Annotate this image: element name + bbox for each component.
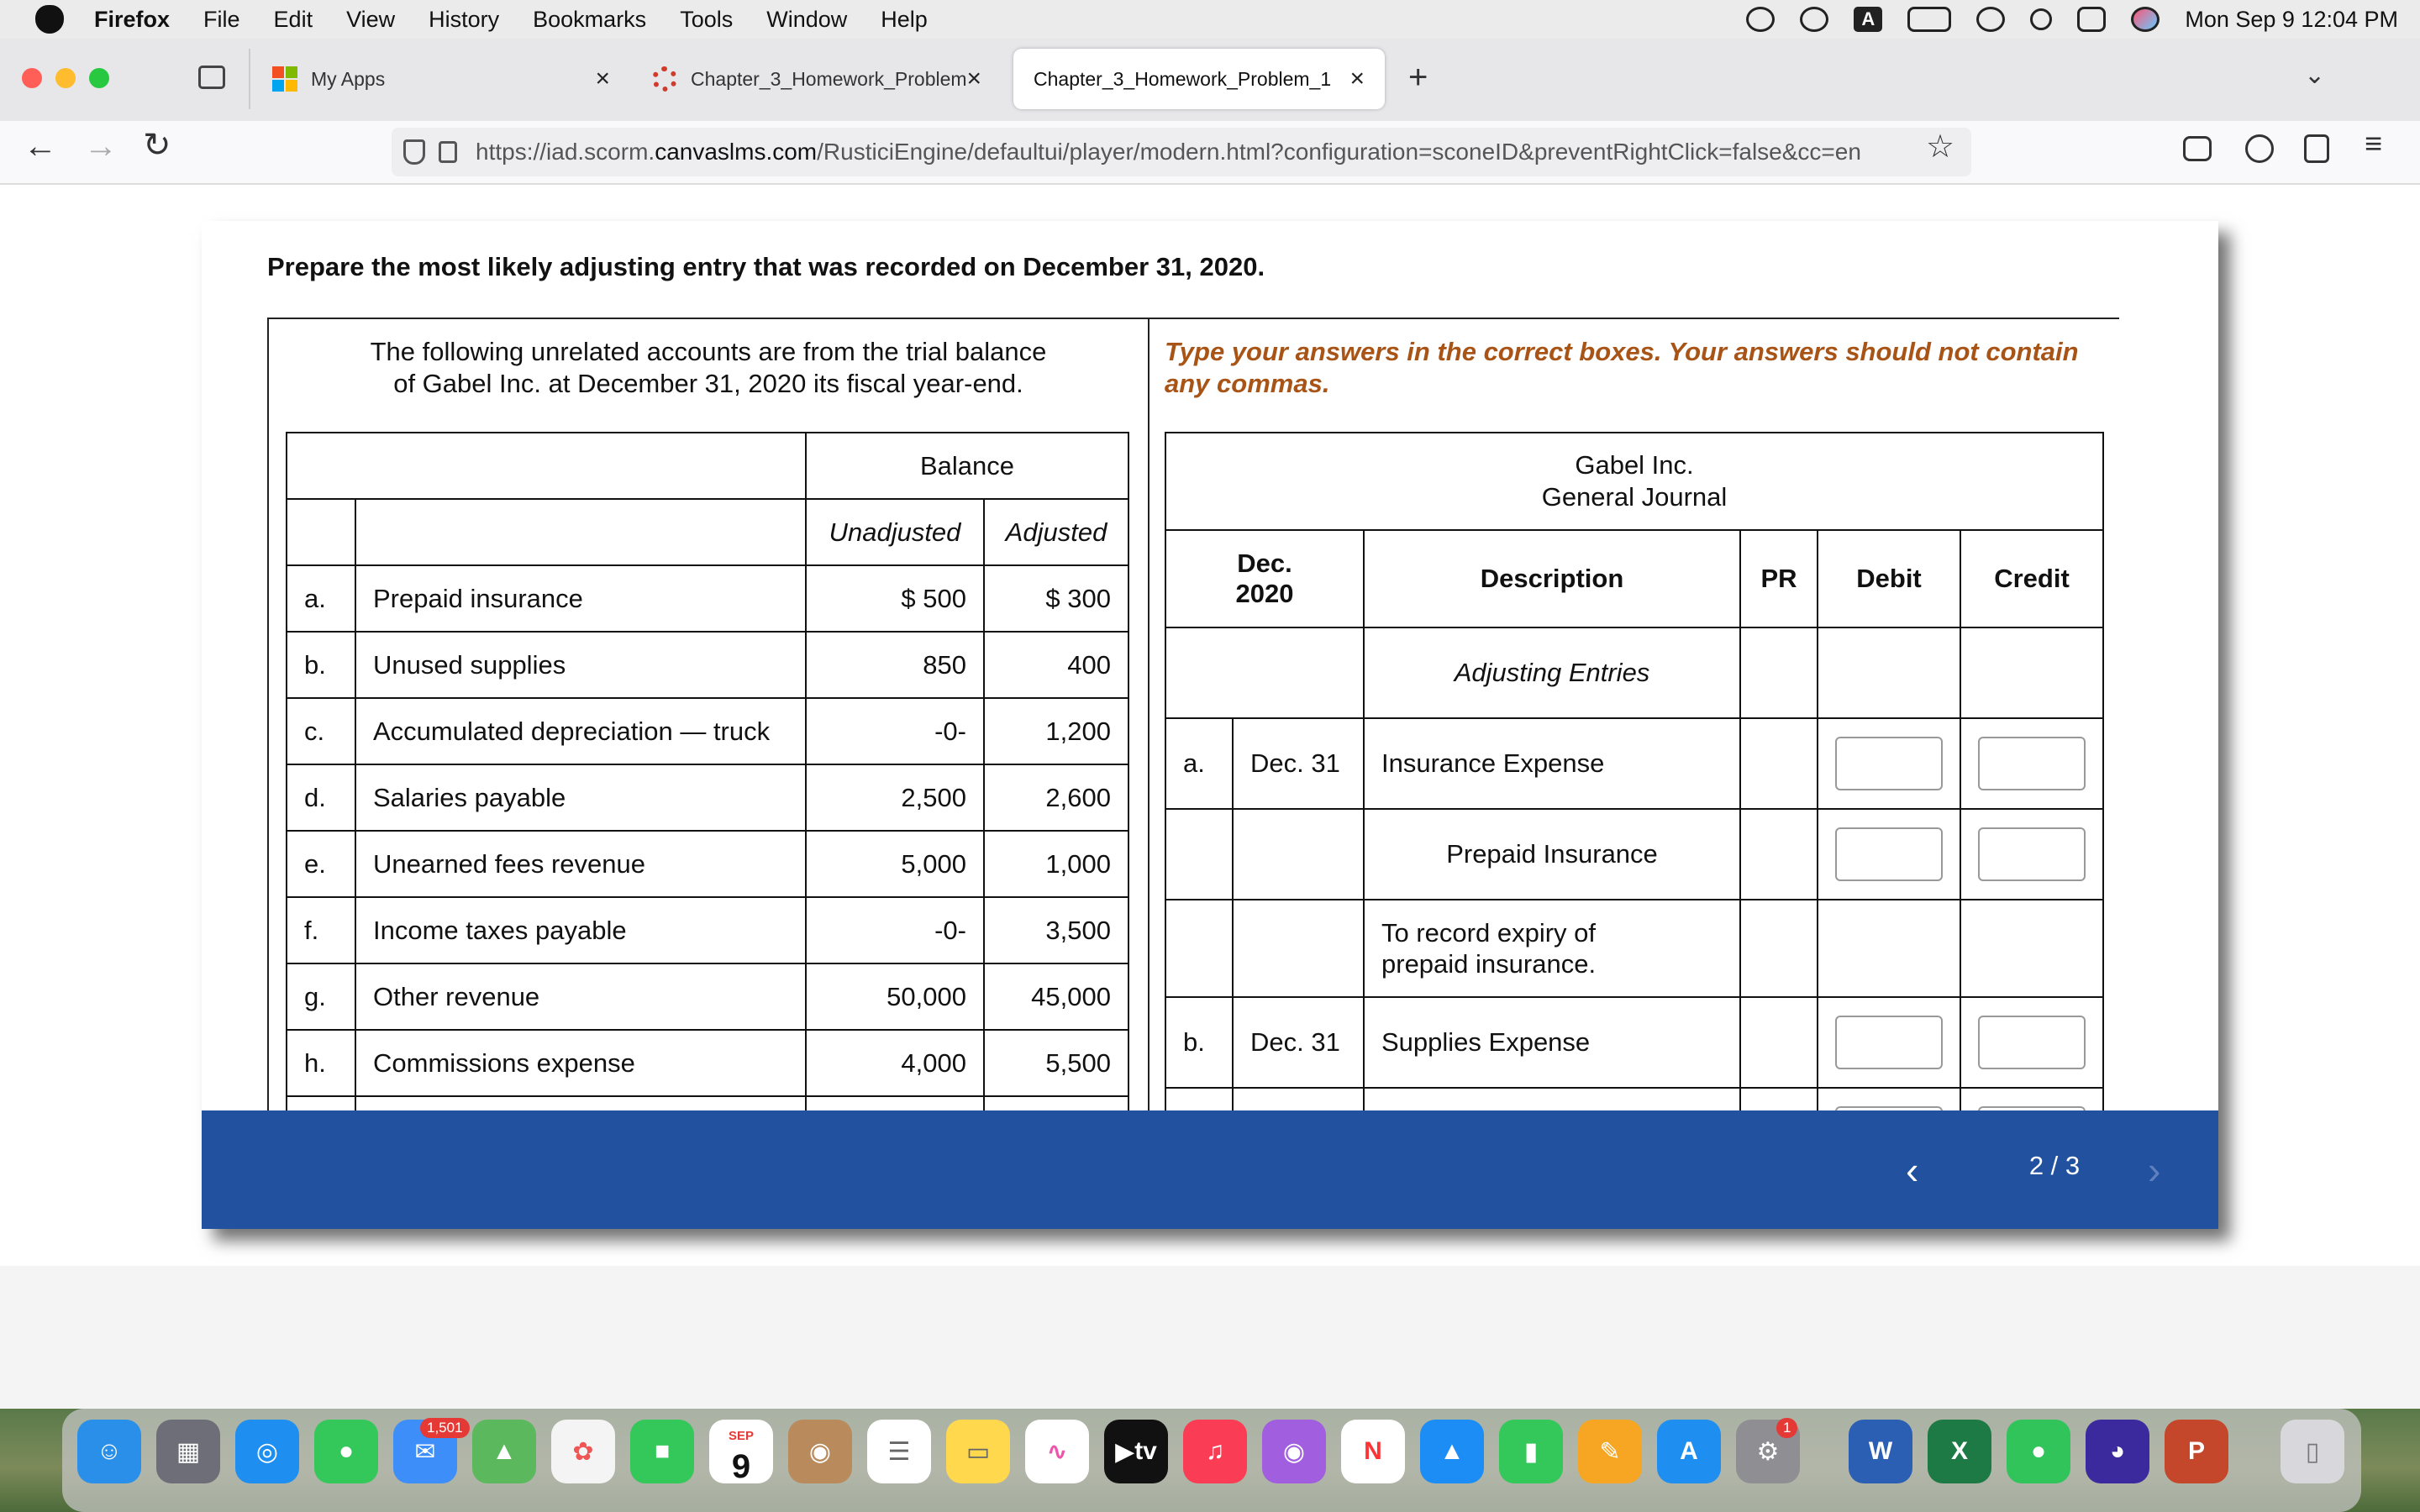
question-heading: Prepare the most likely adjusting entry that was recorded on December 31, 2020. <box>267 252 1265 281</box>
tab-overview-icon[interactable] <box>198 66 225 89</box>
intro-text: The following unrelated accounts are from the trial balance of Gabel Inc. at December 31, 2020 its fiscal year-end. <box>370 337 1047 398</box>
account-name: Other revenue <box>355 963 806 1030</box>
answer-instruction: Type your answers in the correct boxes. Your answers should not contain any commas. <box>1165 337 2079 398</box>
music-icon[interactable]: ♫ <box>1183 1420 1247 1483</box>
trash-icon[interactable]: ▯ <box>2281 1420 2344 1483</box>
table-row <box>287 1030 1128 1096</box>
table-row <box>287 499 1128 565</box>
entry-letter: a. <box>1165 718 1233 809</box>
general-journal-table <box>1165 432 2104 1179</box>
table-row <box>287 897 1128 963</box>
excel-icon[interactable]: X <box>1928 1420 1991 1483</box>
tab-label: Chapter_3_Homework_Problem <box>691 67 967 90</box>
unadjusted-value: 5,000 <box>806 831 984 897</box>
tab-divider <box>249 49 250 109</box>
canvas-icon <box>652 66 677 92</box>
wifi-icon[interactable] <box>1976 7 2005 32</box>
menu-file[interactable]: File <box>203 6 240 32</box>
table-row <box>1165 809 2103 900</box>
unadjusted-value: -0- <box>806 698 984 764</box>
table-row <box>287 831 1128 897</box>
row-letter: b. <box>287 632 355 698</box>
maps-icon[interactable]: ▲ <box>472 1420 536 1483</box>
menubar-clock[interactable]: Mon Sep 9 12:04 PM <box>2185 6 2398 32</box>
wechat-status-icon[interactable] <box>1746 7 1775 32</box>
description-header: Description <box>1364 530 1740 627</box>
close-tab-icon[interactable]: × <box>595 65 610 92</box>
empty-header-cell <box>355 499 806 565</box>
table-row <box>1165 530 2103 627</box>
credit-input[interactable] <box>1978 827 2086 881</box>
unadjusted-value: 850 <box>806 632 984 698</box>
debit-account: Supplies Expense <box>1364 997 1740 1088</box>
pocket-icon[interactable] <box>2183 136 2212 161</box>
reminders-icon[interactable]: ☰ <box>867 1420 931 1483</box>
pr-header: PR <box>1740 530 1818 627</box>
calendar-day: 9 <box>731 1448 751 1485</box>
adjusted-value: 3,500 <box>984 897 1128 963</box>
account-name: Accumulated depreciation — truck <box>355 698 806 764</box>
calendar-icon[interactable] <box>709 1420 773 1483</box>
journal-company: Gabel Inc. <box>1575 450 1694 480</box>
messages-icon[interactable]: ● <box>314 1420 378 1483</box>
photos-icon[interactable]: ✿ <box>551 1420 615 1483</box>
unadjusted-value: $ 500 <box>806 565 984 632</box>
window-zoom-button[interactable] <box>89 68 109 88</box>
journal-title <box>1165 433 2103 530</box>
balance-header: Balance <box>806 433 1128 499</box>
entry-memo: To record expiry of prepaid insurance. <box>1364 900 1740 997</box>
debit-input[interactable] <box>1835 1016 1943 1069</box>
list-all-tabs-icon[interactable]: ⌄ <box>2304 61 2326 89</box>
menu-help[interactable]: Help <box>881 6 928 32</box>
window-minimize-button[interactable] <box>55 68 76 88</box>
finder-icon[interactable]: ☺ <box>77 1420 141 1483</box>
launchpad-icon[interactable]: ▦ <box>156 1420 220 1483</box>
journal-title-text: General Journal <box>1541 482 1728 512</box>
siri-icon[interactable] <box>2131 7 2160 32</box>
keynote-icon[interactable]: ▲ <box>1420 1420 1484 1483</box>
new-tab-icon[interactable]: + <box>1408 59 1428 96</box>
unadjusted-value: 2,500 <box>806 764 984 831</box>
url-path: /RusticiEngine/defaultui/player/modern.html?configuration=sconeID&preventRightClick=false&cc=en <box>817 139 1861 165</box>
menu-window[interactable]: Window <box>766 6 848 32</box>
url-domain: canvaslms.com <box>655 139 818 165</box>
tab-chapter-3-homework[interactable] <box>632 49 1002 109</box>
row-letter: g. <box>287 963 355 1030</box>
empty-header-cell <box>287 433 806 499</box>
entry-date: Dec. 31 <box>1233 997 1364 1088</box>
table-row <box>1165 433 2103 530</box>
window-close-button[interactable] <box>22 68 42 88</box>
table-row <box>287 433 1128 499</box>
spotlight-search-icon[interactable] <box>2030 8 2052 30</box>
unadjusted-value: -0- <box>806 897 984 963</box>
debit-account: Insurance Expense <box>1364 718 1740 809</box>
row-letter: c. <box>287 698 355 764</box>
section-label: Adjusting Entries <box>1364 627 1740 718</box>
account-name: Unused supplies <box>355 632 806 698</box>
adjusted-value: 400 <box>984 632 1128 698</box>
system-settings-icon[interactable]: ⚙ <box>1736 1420 1800 1483</box>
podcasts-icon[interactable]: ◉ <box>1262 1420 1326 1483</box>
account-name: Unearned fees revenue <box>355 831 806 897</box>
adjusted-value: 45,000 <box>984 963 1128 1030</box>
play-status-icon[interactable] <box>1800 7 1828 32</box>
notes-icon[interactable]: ▭ <box>946 1420 1010 1483</box>
word-icon[interactable]: W <box>1849 1420 1912 1483</box>
table-row <box>1165 900 2103 997</box>
table-row <box>287 698 1128 764</box>
input-source-icon[interactable]: A <box>1854 7 1882 32</box>
shield-icon[interactable] <box>403 139 425 165</box>
settings-badge: 1 <box>1776 1418 1797 1438</box>
close-tab-icon[interactable]: × <box>966 65 982 92</box>
macos-menubar <box>0 0 2420 39</box>
tab-label: My Apps <box>311 67 386 90</box>
news-icon[interactable]: N <box>1341 1420 1405 1483</box>
empty-header-cell <box>287 499 355 565</box>
credit-header: Credit <box>1960 530 2103 627</box>
url-prefix: https://iad.scorm. <box>476 139 655 165</box>
forward-icon[interactable]: → <box>84 128 118 165</box>
adjusted-value: $ 300 <box>984 565 1128 632</box>
tv-label: tv <box>1134 1437 1157 1465</box>
unadjusted-value: 50,000 <box>806 963 984 1030</box>
back-icon[interactable]: ← <box>24 128 57 165</box>
contacts-icon[interactable]: ◉ <box>788 1420 852 1483</box>
account-name: Prepaid insurance <box>355 565 806 632</box>
table-row <box>287 632 1128 698</box>
apple-icon[interactable] <box>35 5 64 34</box>
tab-chapter-3-homework-1[interactable] <box>1013 49 1385 109</box>
adjusted-header: Adjusted <box>984 499 1128 565</box>
balance-table <box>286 432 1129 1163</box>
tab-my-apps[interactable] <box>252 49 630 109</box>
table-row <box>1165 627 2103 718</box>
page-indicator: 2 / 3 <box>2028 1151 2081 1180</box>
account-name: Income taxes payable <box>355 897 806 963</box>
microsoft-icon <box>272 66 297 92</box>
mail-icon[interactable]: ✉ <box>393 1420 457 1483</box>
adjusted-value: 2,600 <box>984 764 1128 831</box>
date-header: Dec. 2020 <box>1165 530 1364 627</box>
freeform-icon[interactable]: ∿ <box>1025 1420 1089 1483</box>
app-store-icon[interactable]: A <box>1657 1420 1721 1483</box>
debit-input[interactable] <box>1835 737 1943 790</box>
wechat-icon[interactable]: ● <box>2007 1420 2070 1483</box>
menu-view[interactable]: View <box>346 6 396 32</box>
safari-icon[interactable]: ◎ <box>235 1420 299 1483</box>
table-row <box>1165 997 2103 1088</box>
lock-icon[interactable] <box>439 141 457 163</box>
credit-input[interactable] <box>1978 1016 2086 1069</box>
row-letter: a. <box>287 565 355 632</box>
credit-account: Prepaid Insurance <box>1364 809 1740 900</box>
url-bar[interactable] <box>392 128 1971 176</box>
table-row <box>287 565 1128 632</box>
menu-edit[interactable]: Edit <box>273 6 313 32</box>
previous-page-icon[interactable]: ‹ <box>1906 1148 1919 1192</box>
mail-badge: 1,501 <box>420 1418 470 1438</box>
row-letter: h. <box>287 1030 355 1096</box>
tab-label: Chapter_3_Homework_Problem_1 <box>1034 67 1332 90</box>
control-center-icon[interactable] <box>2077 7 2106 32</box>
row-letter: e. <box>287 831 355 897</box>
entry-letter: b. <box>1165 997 1233 1088</box>
account-name: Salaries payable <box>355 764 806 831</box>
debit-header: Debit <box>1818 530 1960 627</box>
row-letter: d. <box>287 764 355 831</box>
pages-icon[interactable]: ✎ <box>1578 1420 1642 1483</box>
row-letter: f. <box>287 897 355 963</box>
menu-bookmarks[interactable]: Bookmarks <box>533 6 647 32</box>
bookmark-star-icon[interactable]: ☆ <box>1926 129 1955 165</box>
account-name: Commissions expense <box>355 1030 806 1096</box>
close-tab-icon[interactable]: × <box>1349 65 1365 92</box>
account-icon[interactable] <box>2245 134 2274 163</box>
reload-icon[interactable]: ↻ <box>143 127 171 164</box>
table-row <box>287 764 1128 831</box>
firefox-icon[interactable]: ◕ <box>2086 1420 2149 1483</box>
facetime-icon[interactable]: ■ <box>630 1420 694 1483</box>
adjusted-value: 1,200 <box>984 698 1128 764</box>
table-row <box>1165 718 2103 809</box>
unadjusted-header: Unadjusted <box>806 499 984 565</box>
calendar-month: SEP <box>728 1429 754 1443</box>
menu-history[interactable]: History <box>429 6 500 32</box>
menu-tools[interactable]: Tools <box>680 6 734 32</box>
adjusted-value: 1,000 <box>984 831 1128 897</box>
entry-date: Dec. 31 <box>1233 718 1364 809</box>
adjusted-value: 5,500 <box>984 1030 1128 1096</box>
credit-input[interactable] <box>1978 737 2086 790</box>
apple-tv-icon[interactable]: ▶ tv <box>1104 1420 1168 1483</box>
powerpoint-icon[interactable]: P <box>2165 1420 2228 1483</box>
next-page-icon[interactable]: › <box>2148 1148 2161 1192</box>
extensions-icon[interactable] <box>2304 134 2329 163</box>
debit-input[interactable] <box>1835 827 1943 881</box>
table-row <box>287 963 1128 1030</box>
battery-icon[interactable] <box>1907 7 1951 32</box>
unadjusted-value: 4,000 <box>806 1030 984 1096</box>
menu-app-name[interactable]: Firefox <box>94 6 171 32</box>
numbers-icon[interactable]: ▮ <box>1499 1420 1563 1483</box>
menu-icon[interactable]: ≡ <box>2365 126 2383 160</box>
